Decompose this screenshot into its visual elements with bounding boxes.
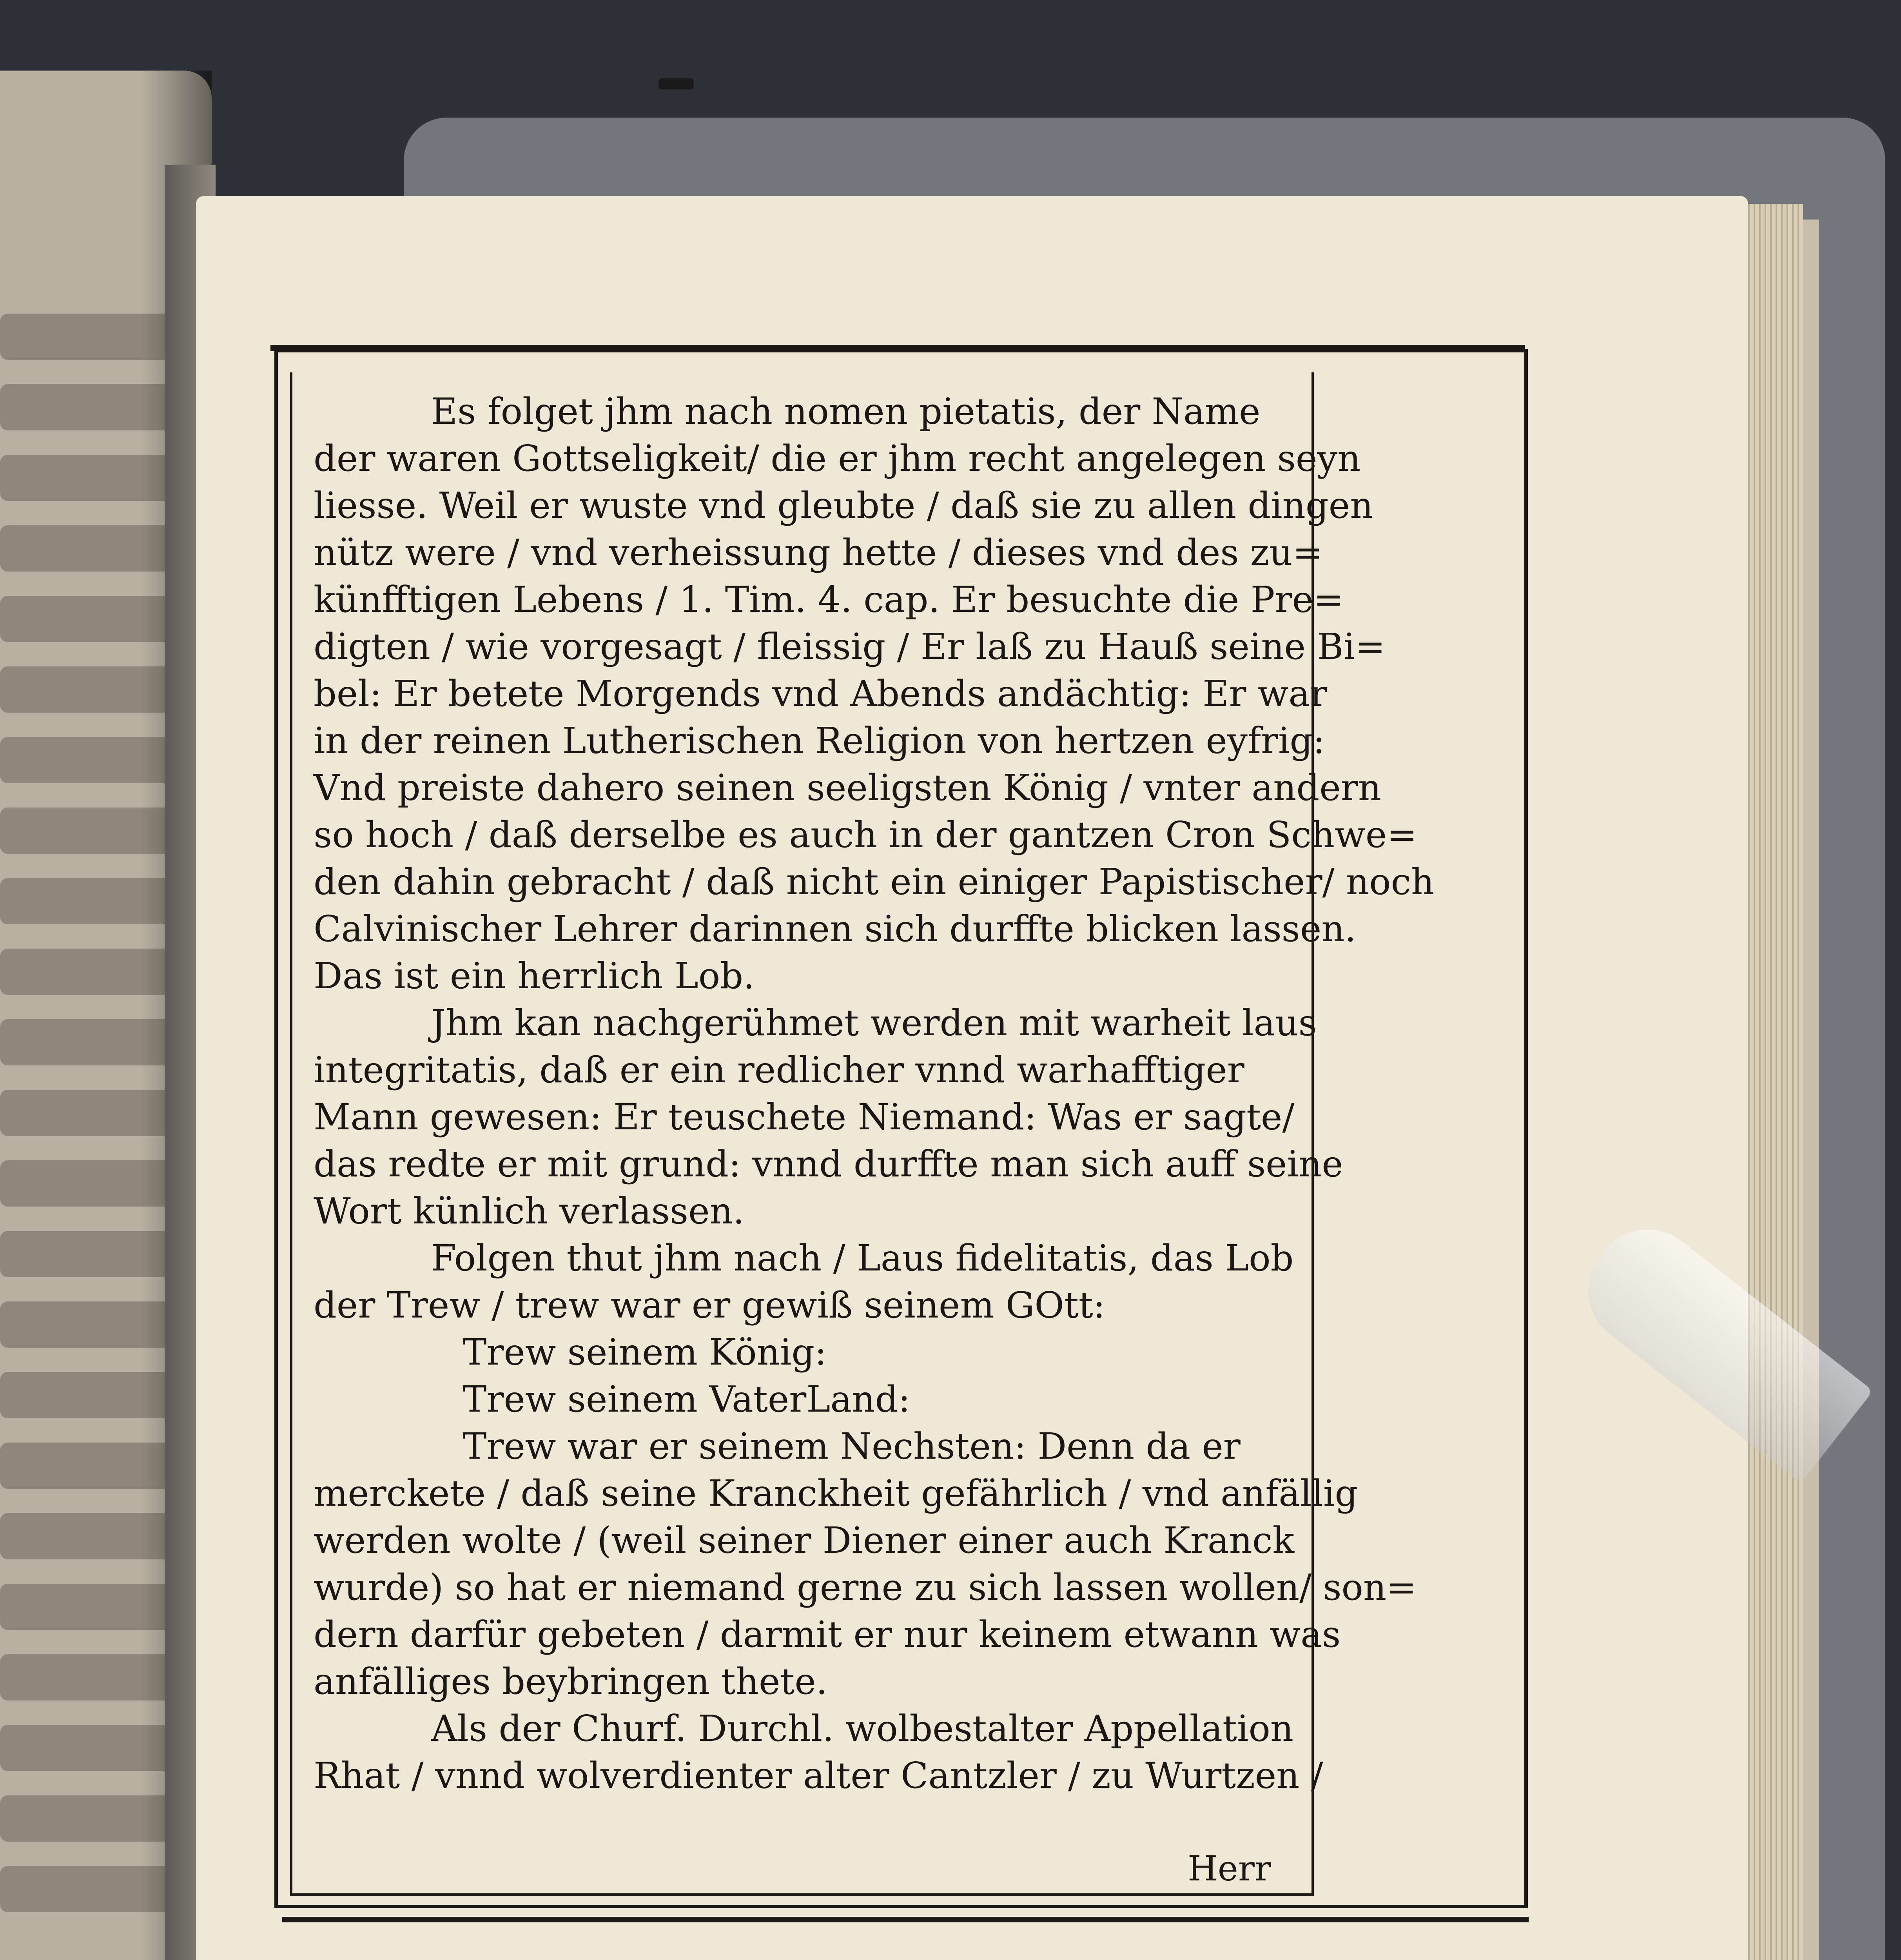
text-line: Wort künlich verlassen. <box>314 1190 745 1232</box>
text-line: liesse. Weil er wuste vnd gleubte / daß sie zu allen dingen <box>314 485 1373 526</box>
text-line: merckete / daß seine Kranckheit gefährlich / vnd anfällig <box>314 1472 1358 1514</box>
text-line: Als der Churf. Durchl. wolbestalter Appellation <box>431 1708 1294 1749</box>
text-line: Es folget jhm nach nomen pietatis, der Name <box>431 390 1261 432</box>
text-line: Das ist ein herrlich Lob. <box>314 955 755 997</box>
text-line: digten / wie vorgesagt / fleissig / Er laß zu Hauß seine Bi= <box>314 626 1386 668</box>
text-line: der Trew / trew war er gewiß seinem GOtt: <box>314 1284 1105 1326</box>
text-line: dern darfür gebeten / darmit er nur keinem etwann was <box>314 1613 1341 1655</box>
text-line: künfftigen Lebens / 1. Tim. 4. cap. Er besuchte die Pre= <box>314 579 1344 621</box>
text-line: den dahin gebracht / daß nicht ein einiger Papistischer/ noch <box>314 861 1435 903</box>
text-line: der waren Gottseligkeit/ die er jhm recht angelegen seyn <box>314 437 1361 479</box>
top-mark <box>658 78 694 89</box>
text-line: integritatis, daß er ein redlicher vnnd warhafftiger <box>314 1049 1244 1091</box>
text-line: Trew seinem König: <box>463 1331 827 1373</box>
text-line: Rhat / vnnd wolverdienter alter Cantzler / zu Wurtzen / <box>314 1755 1323 1797</box>
text-line: Trew war er seinem Nechsten: Denn da er <box>463 1425 1241 1467</box>
text-line: werden wolte / (weil seiner Diener einer auch Kranck <box>314 1519 1295 1561</box>
catchword: Herr <box>1188 1848 1271 1889</box>
text-line: das redte er mit grund: vnnd durffte man sich auff seine <box>314 1143 1343 1185</box>
text-line: Calvinischer Lehrer darinnen sich durffte blicken lassen. <box>314 908 1356 950</box>
text-line: Mann gewesen: Er teuschete Niemand: Was er sagte/ <box>314 1096 1295 1138</box>
text-line: nütz were / vnd verheissung hette / dieses vnd des zu= <box>314 532 1323 573</box>
text-line: Folgen thut jhm nach / Laus fidelitatis, das Lob <box>431 1237 1294 1279</box>
text-line: bel: Er betete Morgends vnd Abends andächtig: Er war <box>314 673 1328 715</box>
text-line: in der reinen Lutherischen Religion von hertzen eyfrig: <box>314 720 1325 762</box>
text-line: wurde) so hat er niemand gerne zu sich lassen wollen/ son= <box>314 1566 1417 1608</box>
frame-bottom-rule <box>282 1917 1529 1922</box>
text-line: so hoch / daß derselbe es auch in der gantzen Cron Schwe= <box>314 814 1417 856</box>
text-line: Trew seinem VaterLand: <box>463 1378 911 1420</box>
text-line: Jhm kan nachgerühmet werden mit warheit laus <box>431 1002 1317 1044</box>
text-line: Vnd preiste dahero seinen seeligsten König / vnter andern <box>314 767 1381 809</box>
text-line: anfälliges beybringen thete. <box>314 1661 828 1702</box>
